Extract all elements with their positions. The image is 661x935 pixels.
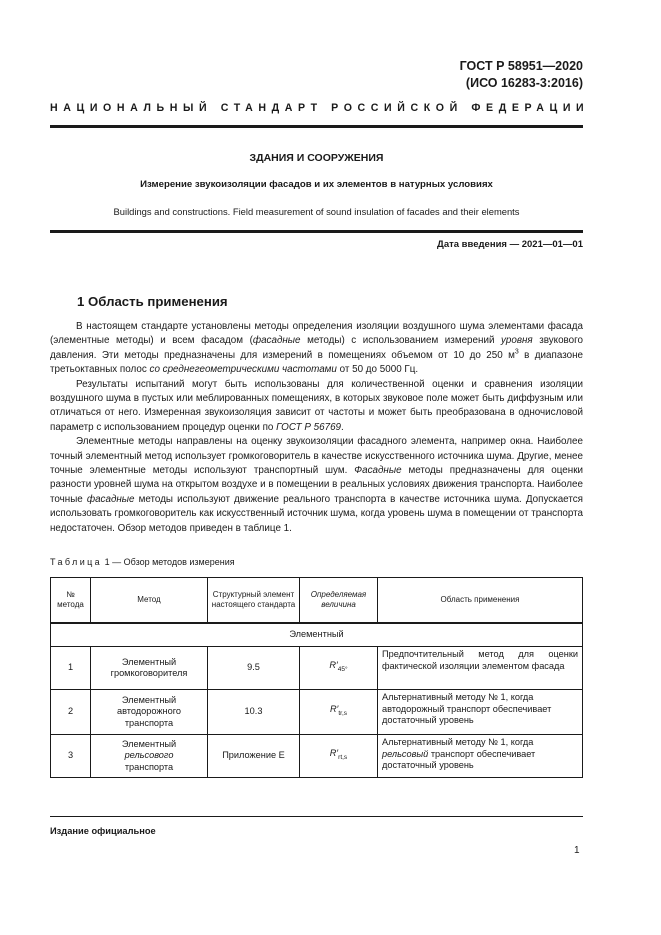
methods-overview-table: [50, 577, 583, 778]
cell-method: Элементный рельсового транспорта: [91, 735, 208, 778]
header-method: Метод: [91, 578, 208, 624]
document-subtitle: Измерение звукоизоляции фасадов и их элементов в натурных условиях: [140, 179, 493, 190]
cell-application-area: Альтернативный методу № 1, когда рельсовый транспорт обеспечивает достаточный уровень: [378, 735, 583, 778]
paragraph-2: Результаты испытаний могут быть использованы для количественной оценки и сравнения изоляции воздушного шума в пустых или меблированных помещениях, в которых звуковое поле может быть диффузным или отличаться от него. Измеренная звукоизоляция зависит от частоты и может быть преобразована в одночисловой параметр с использованием процедур оценки по ГОСТ Р 56769.: [50, 378, 583, 433]
publication-note: Издание официальное: [50, 826, 156, 836]
cell-method: Элементный громкоговорителя: [91, 647, 208, 690]
introduction-date: Дата введения — 2021—01—01: [437, 239, 583, 250]
table-header-row: [51, 578, 583, 624]
english-title: Buildings and constructions. Field measurement of sound insulation of facades and their elements: [113, 206, 520, 217]
cell-element: Приложение Е: [208, 735, 300, 778]
table-caption: [50, 557, 235, 567]
paragraph-3: Элементные методы направлены на оценку звукоизоляции фасадного элемента, например окна. Наиболее точный элементный метод использует громкоговоритель в качестве искусственного источника шума. Другие, менее точные элементные методы используют транспортный шум. Фасадные методы предназначены для оценки разности уровней шума на открытом воздухе и в помещении в реальных условиях движения транспорта. Наиболее точные фасадные методы используют движение реального транспорта в качестве источника шума. Допускается использовать громкоговоритель как искусственный источник шума, когда уровень шума в помещении от транспорта недостаточен. Обзор методов приведен в таблице 1.: [50, 436, 584, 534]
cell-number: 1: [51, 647, 91, 690]
header-structural-element: Структурный элемент настоящего стандарта: [208, 578, 300, 624]
cell-quantity: $R'_{tr,s}$: [300, 690, 378, 735]
cell-number: 3: [51, 735, 91, 778]
section-body: [50, 320, 583, 536]
cell-quantity: $R'_{rt,s}$: [300, 735, 378, 778]
standard-number-block: [460, 58, 583, 92]
title-rule: [50, 230, 583, 233]
cell-method: Элементный автодорожного транспорта: [91, 690, 208, 735]
cell-number: 2: [51, 690, 91, 735]
header-method-number: № метода: [51, 578, 91, 624]
standard-number: ГОСТ Р 58951—2020: [459, 59, 583, 73]
national-standard-banner: НАЦИОНАЛЬНЫЙ СТАНДАРТ РОССИЙСКОЙ ФЕДЕРАЦИИ: [50, 102, 590, 114]
cell-element: 10.3: [208, 690, 300, 735]
header-rule: [50, 125, 583, 128]
cell-application-area: Предпочтительный метод для оценки фактической изоляции элементом фасада: [378, 647, 583, 690]
section-heading: 1 Область применения: [77, 294, 228, 309]
table-caption-text: 1 — Обзор методов измерения: [104, 557, 235, 567]
group-label: Элементный: [51, 623, 583, 647]
table-row: [51, 690, 583, 735]
table-caption-label: Таблица: [50, 557, 103, 567]
cell-application-area: Альтернативный методу № 1, когда автодорожный транспорт обеспечивает достаточный уровень: [378, 690, 583, 735]
table-row: [51, 735, 583, 778]
footer-rule: [50, 816, 583, 817]
document-title: ЗДАНИЯ И СООРУЖЕНИЯ: [249, 152, 384, 164]
paragraph-1: В настоящем стандарте установлены методы определения изоляции воздушного шума элементами фасада (элементные методы) и всем фасадом (фасадные методы) с использованием измерений уровня звукового давления. Эти методы предназначены для измерений в помещениях объемом от 10 до 250 $м^3$ в диапазоне третьоктавных полос со среднегеометрическими частотами от 50 до 5000 Гц.: [50, 321, 583, 376]
page-number: 1: [574, 845, 580, 856]
header-quantity: Определяемая величина: [300, 578, 378, 624]
table-row: [51, 647, 583, 690]
iso-number: (ИСО 16283-3:2016): [465, 76, 583, 90]
table-group-row: [51, 623, 583, 647]
cell-quantity: $R'_{45^\circ}$: [300, 647, 378, 690]
header-application-area: Область применения: [378, 578, 583, 624]
cell-element: 9.5: [208, 647, 300, 690]
